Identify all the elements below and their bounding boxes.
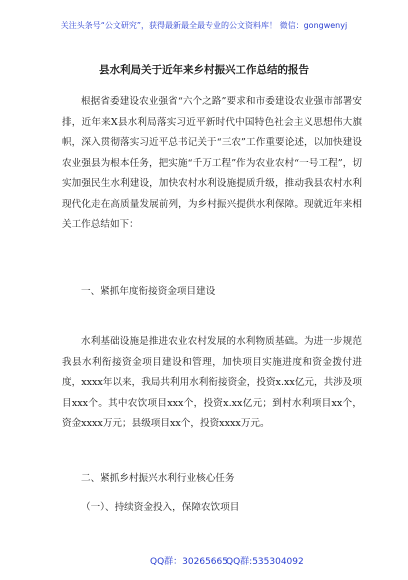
promo-header: 关注头条号“公文研究”，获得最新最全最专业的公文资料库！ 微信：gongwenyj xyxy=(60,21,348,30)
page-title: 县水利局关于近年来乡村振兴工作总结的报告 xyxy=(99,64,309,76)
subsection-heading-1: （一）、持续资金投入，保障农饮项目 xyxy=(81,502,240,513)
section-heading-1: 一、紧抓年度衔接资金项目建设 xyxy=(81,286,216,297)
intro-paragraph: 根据省委建设农业强省“六个之路”要求和市委建设农业强市部署安排，近年来X县水利局落实习近平新时代中国特色社会主义思想伟大旗帜，深入贯彻落实习近平总书记关于“三农”工作重要论述，以加快建设农业强县为根本任务，把实施“千万工程”作为农业农村“一号工程”，切实加强民生水利建设，加快农村水利设施提质升级，推动我县农村水利现代化走在高质量发展前列，为乡村振兴提供水利保障。现就近年来相关工作总结如下： xyxy=(62,96,362,230)
section-1-paragraph: 水利基础设施是推进农业农村发展的水利物质基础。为进一步规范我县水利衔接资金项目建设和管理，加快项目实施进度和资金拨付进度，xxxx年以来，我局共利用水利衔接资金，投资x.xx亿元，共涉及项目xxx个。其中农饮项目xxx个，投资x.xx亿元；到村水利项目xx个，资金xxxx万元；县级项目xx个，投资xxxx万元。 xyxy=(62,336,362,429)
section-heading-2: 二、紧抓乡村振兴水利行业核心任务 xyxy=(81,473,235,484)
qq-group-2: QQ群:535304092 xyxy=(226,557,304,567)
qq-group-1: QQ群：30265665 xyxy=(150,557,228,567)
